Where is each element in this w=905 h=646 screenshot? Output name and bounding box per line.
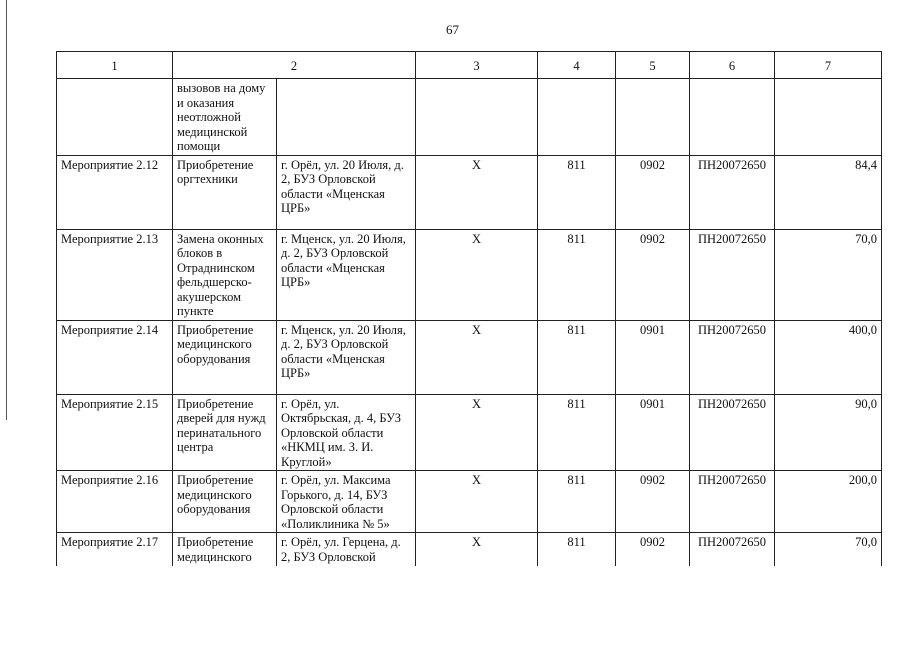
cell-col-6 [690,79,775,156]
header-col-4: 4 [538,52,616,79]
cell-name: Мероприятие 2.15 [57,394,173,471]
cell-name: Мероприятие 2.12 [57,155,173,229]
cell-col-5 [616,79,690,156]
table-row [57,471,882,533]
cell-address: г. Орёл, ул. Герцена, д. 2, БУЗ Орловской [277,533,416,593]
cell-col-4: 811 [538,533,616,593]
cell-col-7: 70,0 [775,533,882,593]
cell-col-3 [416,79,538,156]
cell-col-3: Х [416,155,538,229]
header-col-7: 7 [775,52,882,79]
cell-address: г. Мценск, ул. 20 Июля, д. 2, БУЗ Орловской области «Мценская ЦРБ» [277,320,416,394]
header-col-1: 1 [57,52,173,79]
table-row [57,155,882,229]
cell-name: Мероприятие 2.17 [57,533,173,593]
cell-name: Мероприятие 2.13 [57,229,173,320]
table-row [57,229,882,320]
cell-col-3: Х [416,320,538,394]
cell-address: г. Орёл, ул. Октябрьская, д. 4, БУЗ Орловской области «НКМЦ им. З. И. Круглой» [277,394,416,471]
cell-name: Мероприятие 2.16 [57,471,173,533]
cell-col-6: ПН20072650 [690,320,775,394]
cell-col-5: 0901 [616,320,690,394]
cell-col-3: Х [416,533,538,593]
page-number: 67 [446,22,459,37]
cell-col-7: 84,4 [775,155,882,229]
cell-col-6: ПН20072650 [690,229,775,320]
cell-col-7 [775,79,882,156]
cell-col-4 [538,79,616,156]
cell-col-4: 811 [538,155,616,229]
cell-col-3: Х [416,229,538,320]
cell-col-6: ПН20072650 [690,471,775,533]
cell-col-5: 0902 [616,229,690,320]
cell-col-7: 90,0 [775,394,882,471]
cell-col-5: 0902 [616,155,690,229]
page-bottom-blank [56,566,882,646]
cell-col-6: ПН20072650 [690,394,775,471]
cell-col-5: 0902 [616,533,690,593]
cell-name: Мероприятие 2.14 [57,320,173,394]
table-row-continuation [57,79,882,156]
header-col-3: 3 [416,52,538,79]
cell-col-3: Х [416,471,538,533]
cell-col-6: ПН20072650 [690,155,775,229]
cell-name [57,79,173,156]
cell-col-6: ПН20072650 [690,533,775,593]
cell-col-4: 811 [538,320,616,394]
cell-address [277,79,416,156]
cell-description: Приобретение оргтехники [173,155,277,229]
cell-address: г. Орёл, ул. 20 Июля, д. 2, БУЗ Орловской области «Мценская ЦРБ» [277,155,416,229]
cell-description: вызовов на дому и оказания неотложной медицинской помощи [173,79,277,156]
budget-table [56,51,882,593]
cell-description: Приобретение медицинского оборудования [173,320,277,394]
table-row [57,394,882,471]
cell-description: Приобретение медицинского [173,533,277,593]
cell-col-4: 811 [538,471,616,533]
header-col-2: 2 [173,52,416,79]
cell-col-7: 70,0 [775,229,882,320]
cell-description: Приобретение дверей для нужд перинатального центра [173,394,277,471]
cell-address: г. Орёл, ул. Максима Горького, д. 14, БУЗ Орловской области «Поликлиника № 5» [277,471,416,533]
cell-col-7: 400,0 [775,320,882,394]
cell-address: г. Мценск, ул. 20 Июля, д. 2, БУЗ Орловской области «Мценская ЦРБ» [277,229,416,320]
cell-col-5: 0901 [616,394,690,471]
cell-description: Замена оконных блоков в Отраднинском фельдшерско-акушерском пункте [173,229,277,320]
cell-col-4: 811 [538,394,616,471]
scan-margin-line [6,0,7,420]
cell-col-7: 200,0 [775,471,882,533]
cell-col-4: 811 [538,229,616,320]
table-row [57,320,882,394]
cell-col-3: Х [416,394,538,471]
cell-description: Приобретение медицинского оборудования [173,471,277,533]
header-col-5: 5 [616,52,690,79]
cell-col-5: 0902 [616,471,690,533]
table-header-row [57,52,882,79]
header-col-6: 6 [690,52,775,79]
